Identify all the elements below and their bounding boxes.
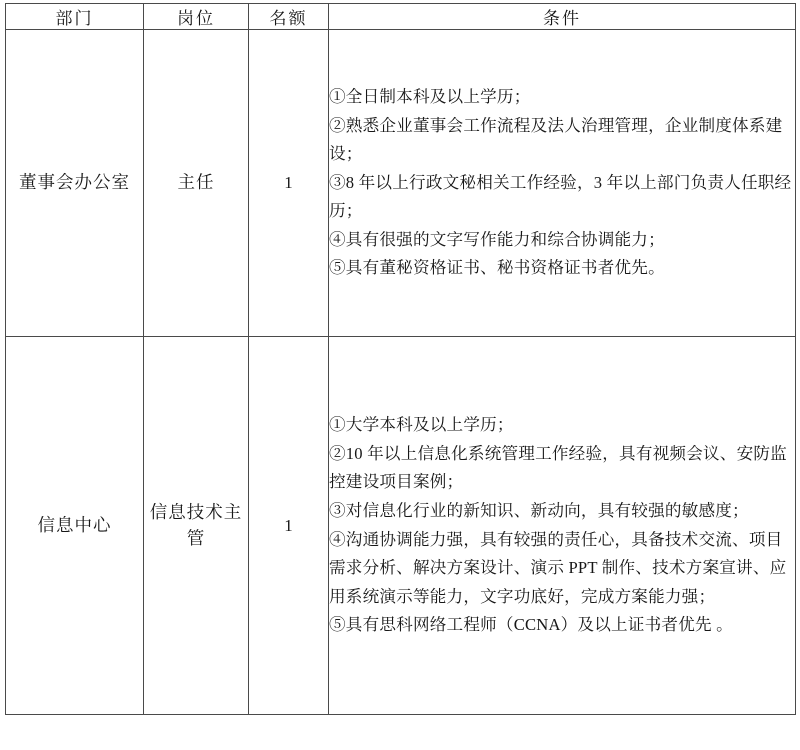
- cell-quota: 1: [249, 337, 329, 715]
- cell-position: 信息技术主管: [144, 337, 249, 715]
- cell-department: 信息中心: [6, 337, 144, 715]
- condition-item: ④具有很强的文字写作能力和综合协调能力；: [329, 229, 665, 249]
- recruitment-table: [5, 3, 796, 715]
- cell-conditions: [329, 337, 796, 715]
- cell-position: 主任: [144, 30, 249, 337]
- condition-item: ③8 年以上行政文秘相关工作经验，3 年以上部门负责人任职经历；: [329, 172, 792, 221]
- condition-item: ④沟通协调能力强，具有较强的责任心，具备技术交流、项目需求分析、解决方案设计、演示 PPT 制作、技术方案宣讲、应用系统演示等能力，文字功底好，完成方案能力强；: [329, 529, 787, 606]
- column-header-quota: 名额: [249, 4, 329, 30]
- cell-quota: 1: [249, 30, 329, 337]
- column-header-conditions: 条件: [329, 4, 796, 30]
- cell-department: 董事会办公室: [6, 30, 144, 337]
- cell-conditions: [329, 30, 796, 337]
- table-row: [6, 337, 796, 715]
- condition-item: ②熟悉企业董事会工作流程及法人治理管理，企业制度体系建设；: [329, 115, 783, 164]
- condition-item: ①全日制本科及以上学历；: [329, 87, 531, 107]
- column-header-department: 部门: [6, 4, 144, 30]
- table-body: [6, 30, 796, 715]
- condition-item: ⑤具有董秘资格证书、秘书资格证书者优先。: [329, 258, 665, 278]
- condition-item: ①大学本科及以上学历；: [329, 415, 514, 435]
- table-header-row: [6, 4, 796, 30]
- condition-item: ③对信息化行业的新知识、新动向，具有较强的敏感度；: [329, 500, 749, 520]
- column-header-position: 岗位: [144, 4, 249, 30]
- condition-item: ②10 年以上信息化系统管理工作经验，具有视频会议、安防监控建设项目案例；: [329, 443, 787, 492]
- table-header: [6, 4, 796, 30]
- condition-item: ⑤具有思科网络工程师（CCNA）及以上证书者优先 。: [329, 615, 733, 635]
- table-row: [6, 30, 796, 337]
